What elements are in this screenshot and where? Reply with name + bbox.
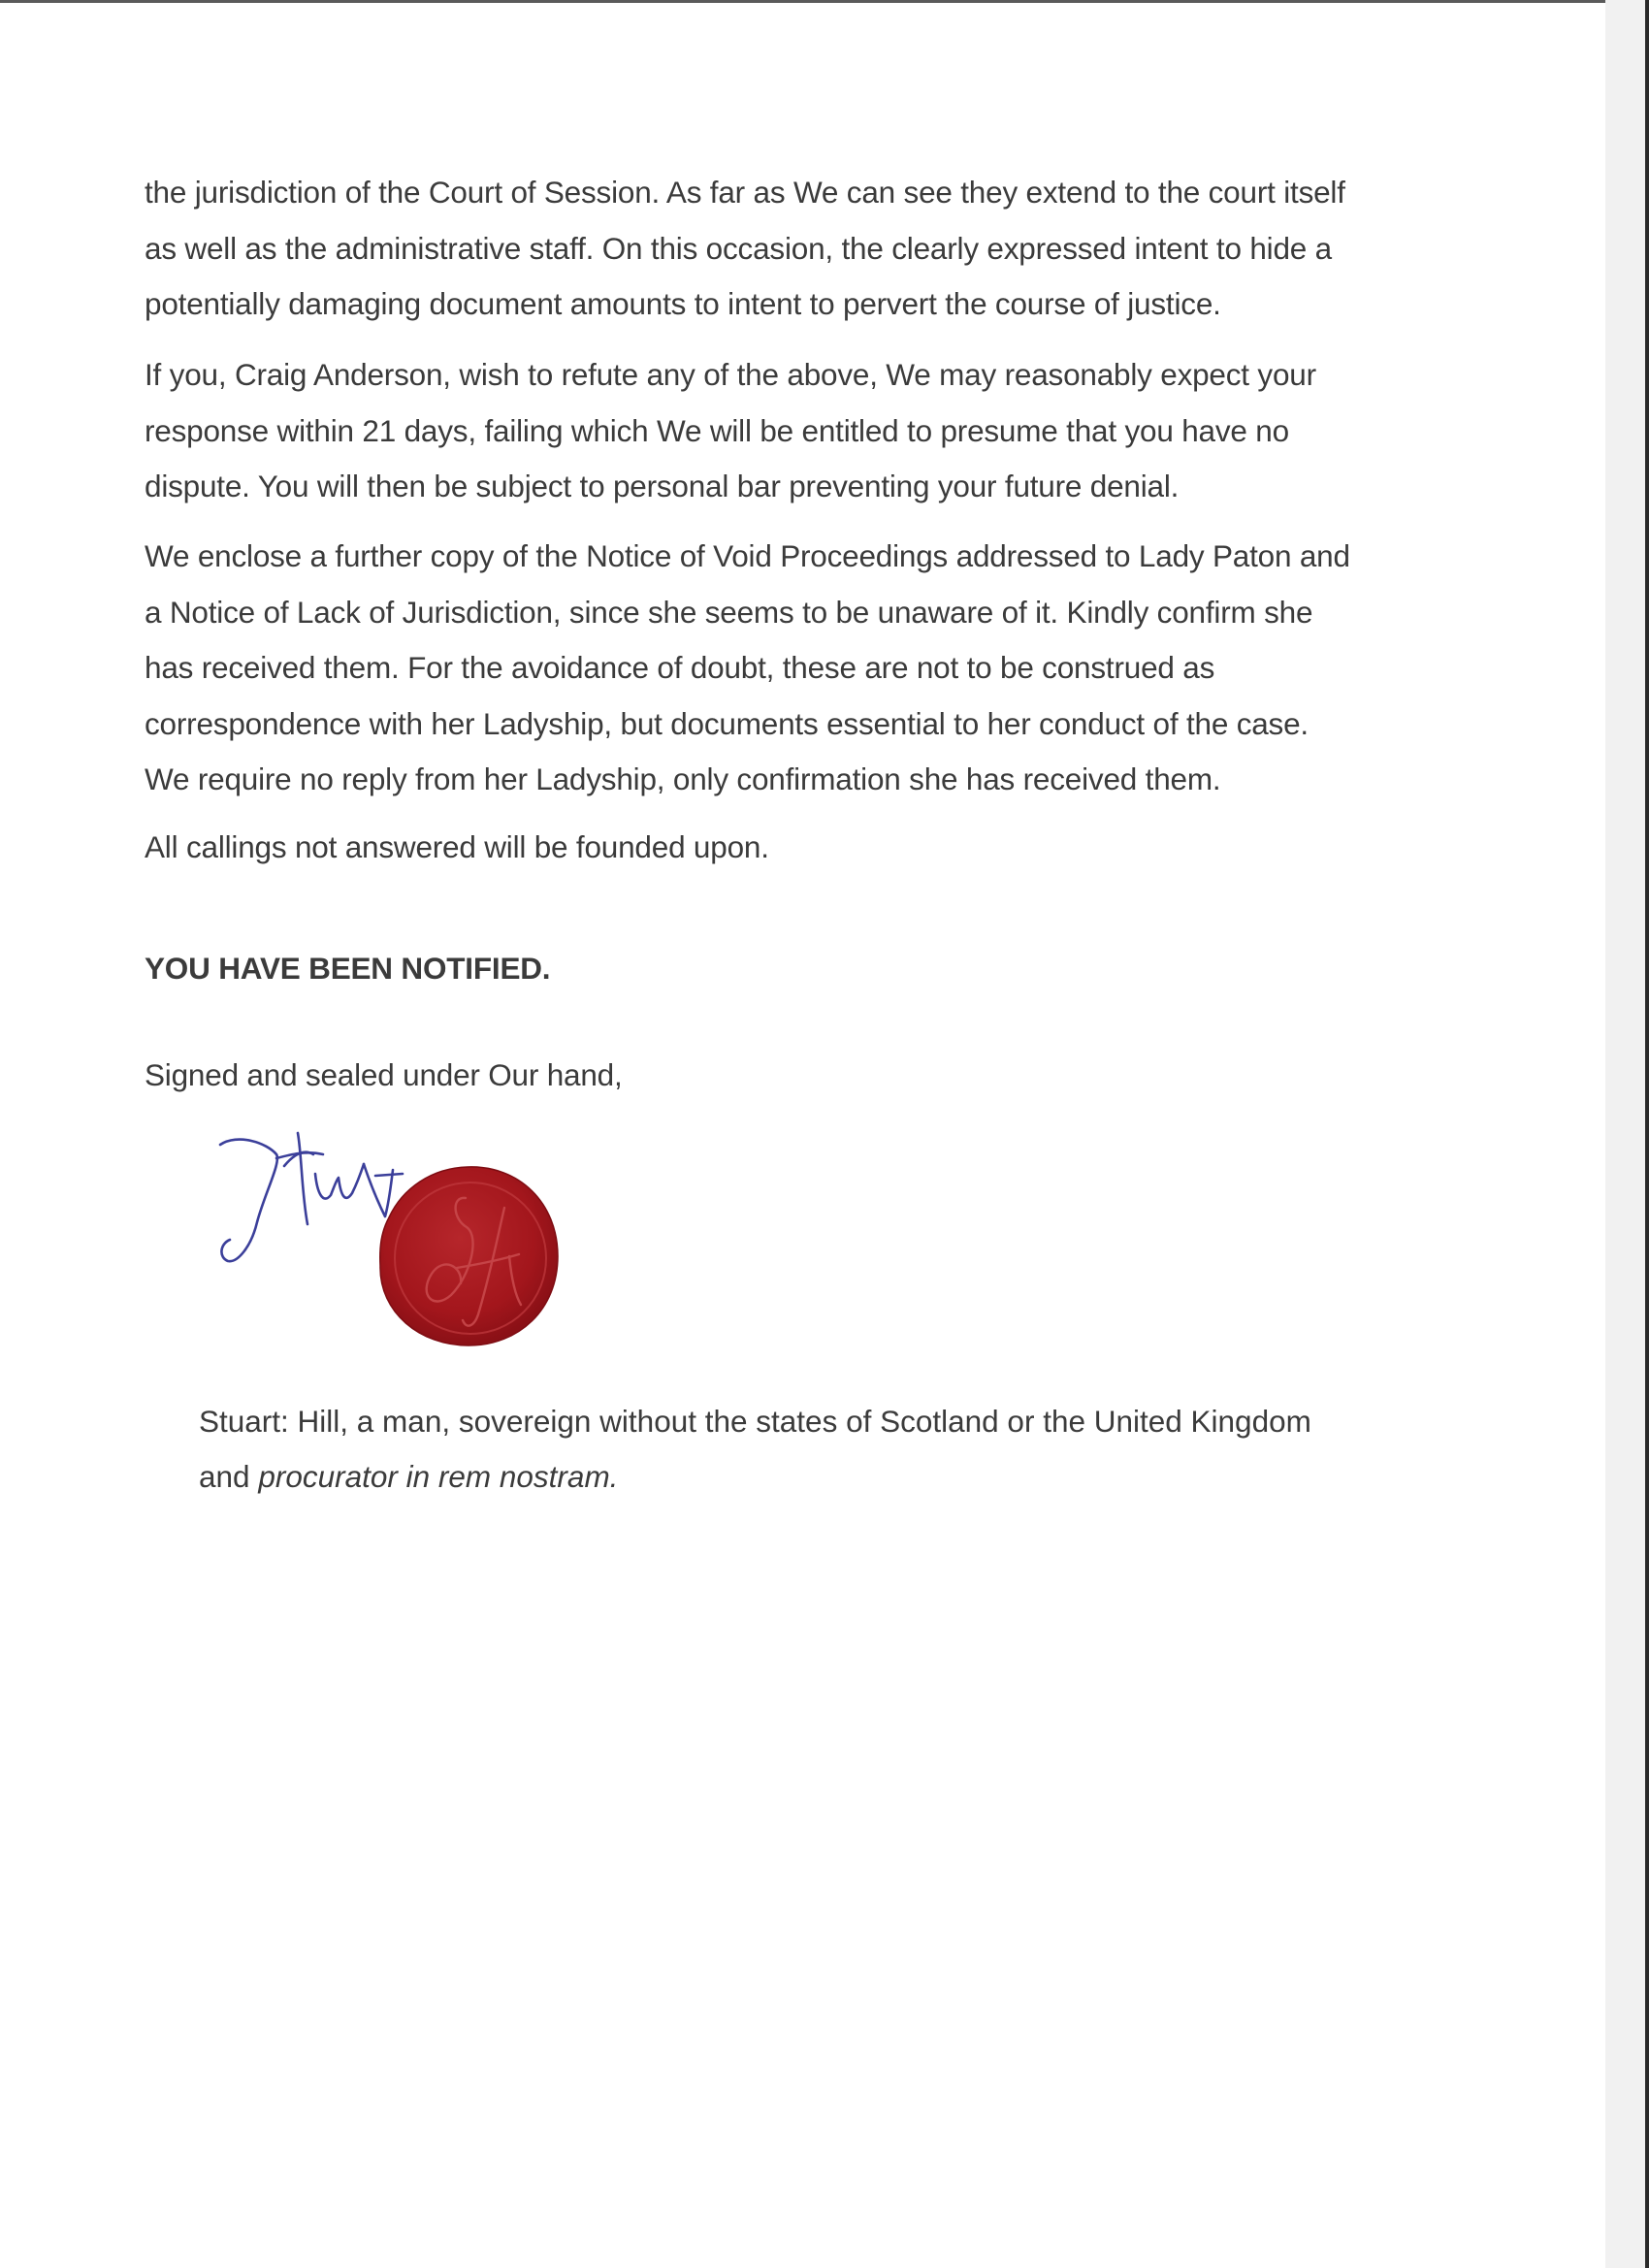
scan-edge <box>1645 0 1649 2268</box>
signatory-line-2 <box>199 1449 1460 1505</box>
signatory-block <box>199 1394 1460 1505</box>
paragraph-callings <box>145 820 1503 876</box>
text-line: correspondence with her Ladyship, but documents essential to her conduct of the case. <box>145 705 1309 741</box>
svg-text:Stuart: Stuart <box>209 1116 211 1117</box>
text-line: If you, Craig Anderson, wish to refute any of the above, We may reasonably expect your <box>145 357 1316 392</box>
paragraph-refute <box>145 347 1503 515</box>
text-line: dispute. You will then be subject to personal bar preventing your future denial. <box>145 469 1180 503</box>
paragraph-enclosure <box>145 529 1503 808</box>
signatory-prefix: and <box>199 1459 259 1494</box>
wax-seal-icon <box>373 1159 563 1353</box>
text-line: We require no reply from her Ladyship, only confirmation she has received them. <box>145 761 1221 796</box>
text-line: We enclose a further copy of the Notice of Void Proceedings addressed to Lady Paton and <box>145 538 1350 573</box>
text-line: a Notice of Lack of Jurisdiction, since she seems to be unaware of it. Kindly confirm she <box>145 594 1313 630</box>
svg-text:SH: SH <box>373 1159 375 1160</box>
paragraph-jurisdiction <box>145 165 1503 333</box>
signatory-title: procurator in rem nostram. <box>258 1459 619 1494</box>
text-line: the jurisdiction of the Court of Session. As far as We can see they extend to the court itself <box>145 175 1345 210</box>
text-line: has received them. For the avoidance of doubt, these are not to be construed as <box>145 650 1215 685</box>
signoff-line: Signed and sealed under Our hand, <box>145 1057 623 1092</box>
text-line: potentially damaging document amounts to intent to pervert the course of justice. <box>145 286 1221 321</box>
signatory-line-1: Stuart: Hill, a man, sovereign without the states of Scotland or the United Kingdom <box>199 1404 1311 1439</box>
text-line: All callings not answered will be founded upon. <box>145 829 769 864</box>
scan-margin <box>1605 0 1649 2268</box>
text-line: response within 21 days, failing which We will be entitled to presume that you have no <box>145 412 1289 448</box>
notice-heading: YOU HAVE BEEN NOTIFIED. <box>145 951 551 986</box>
text-line: as well as the administrative staff. On this occasion, the clearly expressed intent to hide a <box>145 230 1332 266</box>
scan-top-edge <box>0 0 1605 3</box>
